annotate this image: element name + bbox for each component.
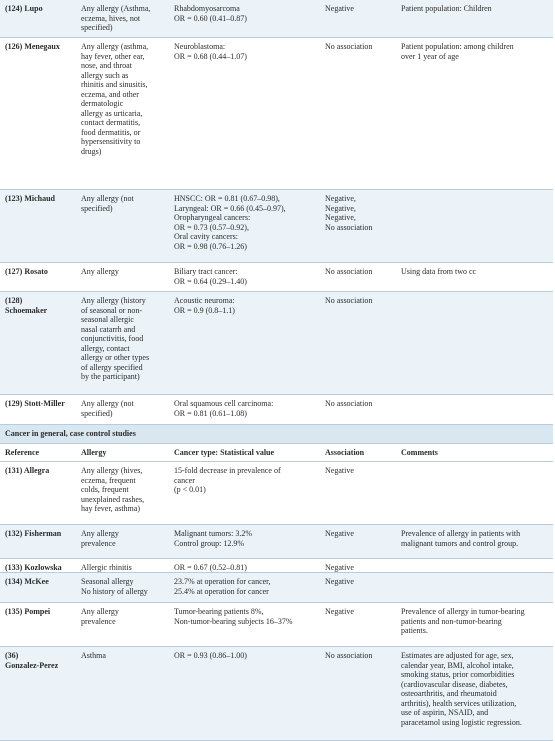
cell-line: hay fever, other ear, — [81, 51, 145, 61]
table-row — [0, 462, 553, 525]
cell-line: Tumor-bearing patients 8%, — [174, 607, 264, 616]
cell-line: OR = 0.67 (0.52–0.81) — [174, 563, 247, 572]
table-row — [0, 38, 553, 190]
cell-line: prevalence — [81, 538, 116, 548]
table-row — [0, 292, 553, 395]
cell-line: Negative — [325, 466, 354, 475]
cell-association — [325, 296, 395, 306]
cell-line: OR = 0.73 (0.57–0.92), — [174, 222, 249, 232]
cell-line: No association — [325, 267, 373, 276]
cell-line: OR = 0.64 (0.29–1.40) — [174, 276, 247, 286]
cell-line: OR = 0.60 (0.41–0.87) — [174, 13, 247, 23]
table-row — [0, 573, 553, 603]
table-row — [0, 603, 553, 647]
cell-line: No association — [325, 399, 373, 408]
table-row — [0, 525, 553, 559]
header-cancer-type: Cancer type: Statistical value — [174, 448, 275, 457]
cell-line: calendar year, BMI, alcohol intake, — [401, 660, 514, 670]
column-header-row — [0, 444, 553, 462]
cell-line: No association — [325, 42, 373, 51]
cell-line: Patient population: Children — [401, 4, 492, 13]
table-row — [0, 0, 553, 38]
cell-line: colds, frequent — [81, 485, 129, 494]
cell-association — [325, 466, 395, 476]
cell-line: Schoemaker — [5, 305, 48, 315]
cell-line: (126) Menegaux — [5, 42, 60, 51]
cell-line: Oral squamous cell carcinoma: — [174, 399, 274, 408]
cell-cancer-type — [174, 4, 320, 23]
cell-allergy — [81, 577, 167, 596]
cell-comments — [401, 607, 551, 636]
section-title: Cancer in general, case control studies — [5, 429, 136, 438]
cell-line: Prevalence of allergy in tumor-bearing — [401, 607, 525, 616]
cell-reference — [5, 296, 73, 315]
cell-line: Using data from two cc — [401, 267, 477, 276]
cell-line: 15-fold decrease in prevalence of — [174, 466, 281, 475]
cell-line: (128) — [5, 296, 23, 305]
cell-reference — [5, 267, 73, 277]
cell-line: allergy as urticaria, — [81, 108, 143, 118]
cell-line: hay fever, asthma) — [81, 504, 140, 513]
cell-cancer-type — [174, 529, 320, 548]
cell-line: Laryngeal: OR = 0.66 (0.45–0.97), — [174, 203, 286, 213]
cell-line: OR = 0.98 (0.76–1.26) — [174, 241, 247, 251]
cell-line: eczema, hives, not — [81, 13, 141, 23]
cell-association — [325, 607, 395, 617]
cell-association — [325, 399, 395, 409]
cell-line: Rhabdomyosarcoma — [174, 4, 240, 13]
cell-cancer-type — [174, 607, 320, 626]
cell-line: allergy, contact — [81, 343, 130, 353]
cell-line: 25.4% at operation for cancer — [174, 586, 269, 596]
cell-line: (36) — [5, 651, 19, 660]
cell-cancer-type — [174, 466, 320, 495]
header-allergy: Allergy — [81, 448, 107, 457]
cell-association — [325, 651, 395, 661]
cell-comments — [401, 267, 551, 277]
cell-association — [325, 42, 395, 52]
cell-allergy — [81, 466, 167, 514]
cell-line: drugs) — [81, 146, 102, 156]
table-row — [0, 647, 553, 741]
cell-line: smoking status, prior comorbidities — [401, 670, 515, 679]
cell-cancer-type — [174, 296, 320, 315]
cell-line: patients. — [401, 626, 428, 635]
cell-line: use of aspirin, NSAID, and — [401, 708, 489, 717]
cell-line: Seasonal allergy — [81, 577, 134, 586]
cell-line: over 1 year of age — [401, 51, 459, 61]
header-comments: Comments — [401, 448, 438, 457]
cell-line: (cardiovascular disease, diabetes, — [401, 679, 508, 689]
cell-reference — [5, 577, 73, 587]
cell-line: Biliary tract cancer: — [174, 267, 238, 276]
cell-allergy — [81, 42, 167, 156]
header-association: Association — [325, 448, 365, 457]
cell-line: OR = 0.81 (0.61–1.08) — [174, 408, 247, 418]
cell-line: food dermatitis, or — [81, 127, 141, 137]
cell-line: Non-tumor-bearing subjects 16–37% — [174, 616, 293, 626]
header-reference: Reference — [5, 448, 40, 457]
cell-line: Neuroblastoma: — [174, 42, 226, 51]
section-heading-row — [0, 425, 553, 444]
cell-line: Oral cavity cancers: — [174, 232, 238, 241]
cell-allergy — [81, 651, 167, 661]
cell-line: dermatologic — [81, 99, 124, 108]
cell-line: Estimates are adjusted for age, sex, — [401, 651, 514, 660]
cell-line: Any allergy (not — [81, 399, 134, 408]
cell-line: No association — [325, 651, 373, 660]
cell-line: (131) Allegra — [5, 466, 50, 475]
cell-line: (132) Fisherman — [5, 529, 62, 538]
cell-line: cancer — [174, 475, 195, 485]
cell-line: Gonzalez-Perez — [5, 660, 59, 670]
cell-line: eczema, frequent — [81, 475, 136, 485]
cell-allergy — [81, 399, 167, 418]
cell-cancer-type — [174, 577, 320, 596]
cell-comments — [401, 42, 551, 61]
cell-line: of seasonal or non- — [81, 305, 143, 315]
cell-line: contact dermatitis, — [81, 118, 141, 127]
cell-allergy — [81, 194, 167, 213]
cell-line: unexplained rashes, — [81, 494, 145, 504]
cell-line: allergy or other types — [81, 353, 150, 362]
cell-line: Allergic rhinitis — [81, 563, 132, 572]
cell-line: Any allergy (history — [81, 296, 146, 305]
cell-line: Control group: 12.9% — [174, 538, 244, 548]
cell-line: Negative — [325, 529, 354, 538]
cell-allergy — [81, 4, 167, 33]
cell-line: Negative, — [325, 213, 356, 222]
cell-line: OR = 0.68 (0.44–1.07) — [174, 51, 247, 61]
cell-line: (124) Lupo — [5, 4, 43, 13]
cell-line: OR = 0.93 (0.86–1.00) — [174, 651, 247, 660]
table-row — [0, 395, 553, 425]
cell-association — [325, 577, 395, 587]
cell-comments — [401, 4, 551, 14]
cell-cancer-type — [174, 399, 320, 418]
cell-line: No association — [325, 222, 373, 232]
cell-line: malignant tumors and control group. — [401, 538, 519, 548]
table-row — [0, 263, 553, 292]
cell-line: Prevalence of allergy in patients with — [401, 529, 521, 538]
cell-reference — [5, 607, 73, 617]
cell-line: HNSCC: OR = 0.81 (0.67–0.98), — [174, 194, 280, 203]
cell-line: rhinitis and sinusitis, — [81, 80, 148, 89]
cell-line: (123) Michaud — [5, 194, 55, 203]
cell-line: by the participant) — [81, 372, 140, 381]
cell-line: Negative — [325, 4, 354, 13]
cell-line: Negative — [325, 607, 354, 616]
cell-cancer-type — [174, 194, 320, 251]
cell-line: Any allergy (not — [81, 194, 134, 203]
cell-line: Oropharyngeal cancers: — [174, 213, 251, 222]
cell-line: Malignant tumors: 3.2% — [174, 529, 252, 538]
cell-line: arthritis), health services utilization, — [401, 698, 517, 708]
cell-reference — [5, 42, 73, 52]
cell-line: prevalence — [81, 616, 116, 626]
cell-association — [325, 194, 395, 232]
cell-association — [325, 529, 395, 539]
cell-line: Any allergy (asthma, — [81, 42, 149, 51]
cell-line: Patient population: among children — [401, 42, 514, 51]
cell-line: Any allergy (hives, — [81, 466, 143, 475]
cell-line: hypersensitivity to — [81, 137, 141, 146]
cell-line: Any allergy — [81, 607, 119, 616]
cell-line: Negative, — [325, 194, 356, 203]
table-row — [0, 559, 553, 573]
cell-line: paracetamol using logistic regression. — [401, 717, 522, 727]
cell-line: (134) McKee — [5, 577, 49, 586]
cell-cancer-type — [174, 651, 320, 661]
cell-line: seasonal allergic — [81, 315, 134, 324]
cell-line: (135) Pompei — [5, 607, 51, 616]
cell-line: eczema, and other — [81, 89, 139, 99]
cell-line: nasal catarrh and — [81, 324, 136, 334]
cell-line: Any allergy — [81, 529, 119, 538]
cell-line: Any allergy (Asthma, — [81, 4, 151, 13]
cell-line: specified) — [81, 23, 113, 32]
cell-line: (133) Kozlowska — [5, 563, 62, 572]
cell-allergy — [81, 607, 167, 626]
cell-reference — [5, 399, 73, 409]
cell-reference — [5, 4, 73, 14]
cell-line: Negative — [325, 563, 354, 572]
cell-line: specified) — [81, 408, 113, 418]
cell-cancer-type — [174, 267, 320, 286]
cell-line: Acoustic neuroma: — [174, 296, 235, 305]
cell-line: Any allergy — [81, 267, 119, 276]
cell-allergy — [81, 296, 167, 382]
cell-allergy — [81, 267, 167, 277]
cell-line: (127) Rosato — [5, 267, 48, 276]
cell-line: conjunctivitis, food — [81, 334, 144, 343]
cell-allergy — [81, 529, 167, 548]
cell-reference — [5, 529, 73, 539]
cell-line: Asthma — [81, 651, 106, 660]
cell-reference — [5, 651, 73, 670]
cell-line: Negative, — [325, 203, 356, 213]
cell-comments — [401, 529, 551, 548]
cell-line: No association — [325, 296, 373, 305]
cell-association — [325, 267, 395, 277]
cell-cancer-type — [174, 42, 320, 61]
cell-line: OR = 0.9 (0.8–1.1) — [174, 305, 235, 315]
cell-line: patients and non-tumor-bearing — [401, 616, 502, 626]
table-row — [0, 190, 553, 263]
cell-line: allergy such as — [81, 70, 129, 80]
cell-line: osteoarthritis, and rheumatoid — [401, 689, 497, 698]
cell-line: specified) — [81, 203, 113, 213]
cell-line: of allergy specified — [81, 362, 143, 372]
cell-line: nose, and throat — [81, 61, 132, 70]
cell-line: Negative — [325, 577, 354, 586]
cell-line: No history of allergy — [81, 586, 148, 596]
cell-association — [325, 4, 395, 14]
cell-line: 23.7% at operation for cancer, — [174, 577, 271, 586]
cell-line: (129) Stott-Miller — [5, 399, 65, 408]
cell-comments — [401, 651, 551, 727]
cell-reference — [5, 466, 73, 476]
cell-reference — [5, 194, 73, 204]
cell-line: (p < 0.01) — [174, 485, 206, 494]
